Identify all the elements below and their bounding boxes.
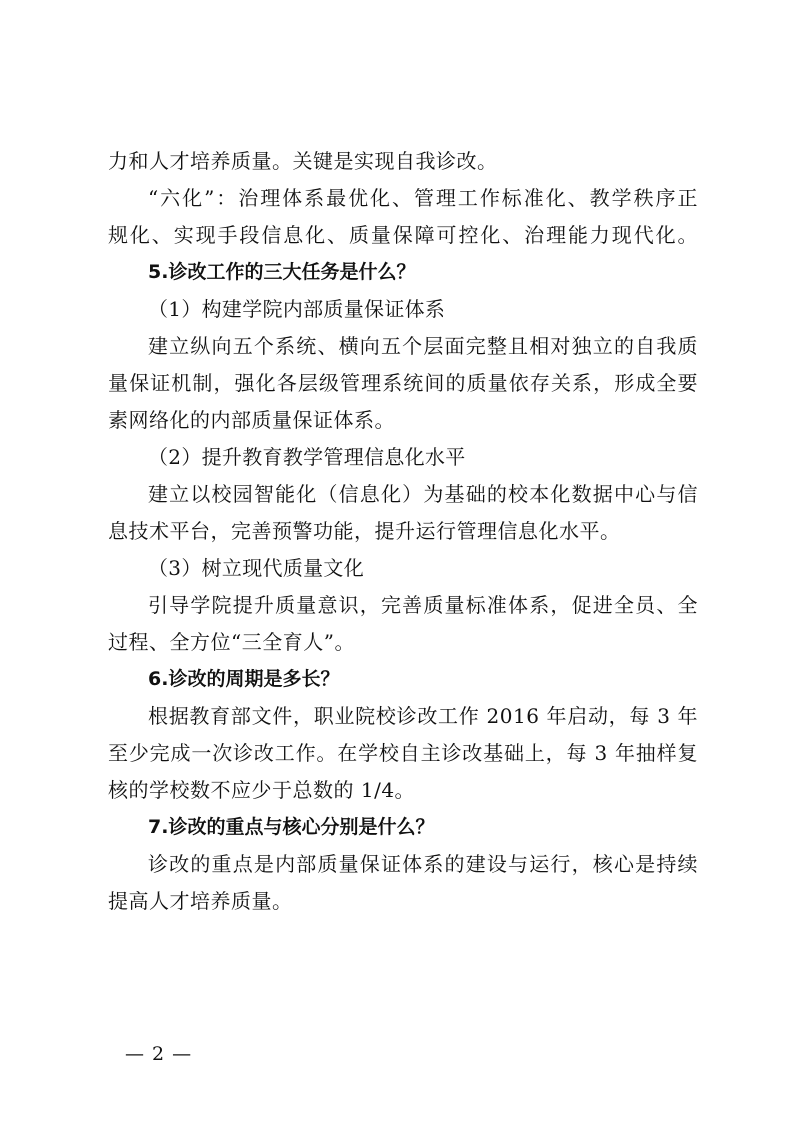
paragraph-liuhua-line-1: “六化”：治理体系最优化、管理工作标准化、教学秩序正 — [148, 186, 698, 210]
paragraph-liuhua-line-2: 规化、实现手段信息化、质量保障可控化、治理能力现代化。 — [108, 223, 698, 247]
paragraph-continuation: 力和人才培养质量。关键是实现自我诊改。 — [108, 149, 498, 173]
paragraph-task-1-line-2: 量保证机制，强化各层级管理系统间的质量依存关系，形成全要 — [108, 371, 698, 395]
question-heading-6: 6.诊改的周期是多长？ — [148, 668, 340, 690]
document-body — [108, 143, 698, 920]
subheading-task-1: （1）构建学院内部质量保证体系 — [148, 297, 446, 321]
paragraph-task-2-line-2: 息技术平台，完善预警功能，提升运行管理信息化水平。 — [108, 519, 621, 543]
question-heading-7: 7.诊改的重点与核心分别是什么？ — [148, 816, 435, 838]
paragraph-focus-line-2: 提高人才培养质量。 — [108, 889, 293, 913]
subheading-task-2: （2）提升教育教学管理信息化水平 — [148, 445, 466, 469]
subheading-task-3: （3）树立现代质量文化 — [148, 556, 365, 580]
paragraph-cycle-line-2: 至少完成一次诊改工作。在学校自主诊改基础上，每 3 年抽样复 — [108, 741, 698, 765]
paragraph-task-1-line-1: 建立纵向五个系统、横向五个层面完整且相对独立的自我质 — [148, 334, 698, 358]
paragraph-cycle-line-1: 根据教育部文件，职业院校诊改工作 2016 年启动，每 3 年 — [148, 704, 698, 728]
paragraph-focus-line-1: 诊改的重点是内部质量保证体系的建设与运行，核心是持续 — [148, 852, 698, 876]
paragraph-cycle-line-3: 核的学校数不应少于总数的 1/4。 — [108, 778, 416, 802]
question-heading-5: 5.诊改工作的三大任务是什么？ — [148, 261, 416, 283]
paragraph-task-1-line-3: 素网络化的内部质量保证体系。 — [108, 408, 395, 432]
page-number: — 2 — — [125, 1043, 193, 1065]
paragraph-task-3-line-2: 过程、全方位“三全育人”。 — [108, 630, 355, 654]
paragraph-task-3-line-1: 引导学院提升质量意识，完善质量标准体系，促进全员、全 — [148, 593, 698, 617]
paragraph-task-2-line-1: 建立以校园智能化（信息化）为基础的校本化数据中心与信 — [148, 482, 698, 506]
